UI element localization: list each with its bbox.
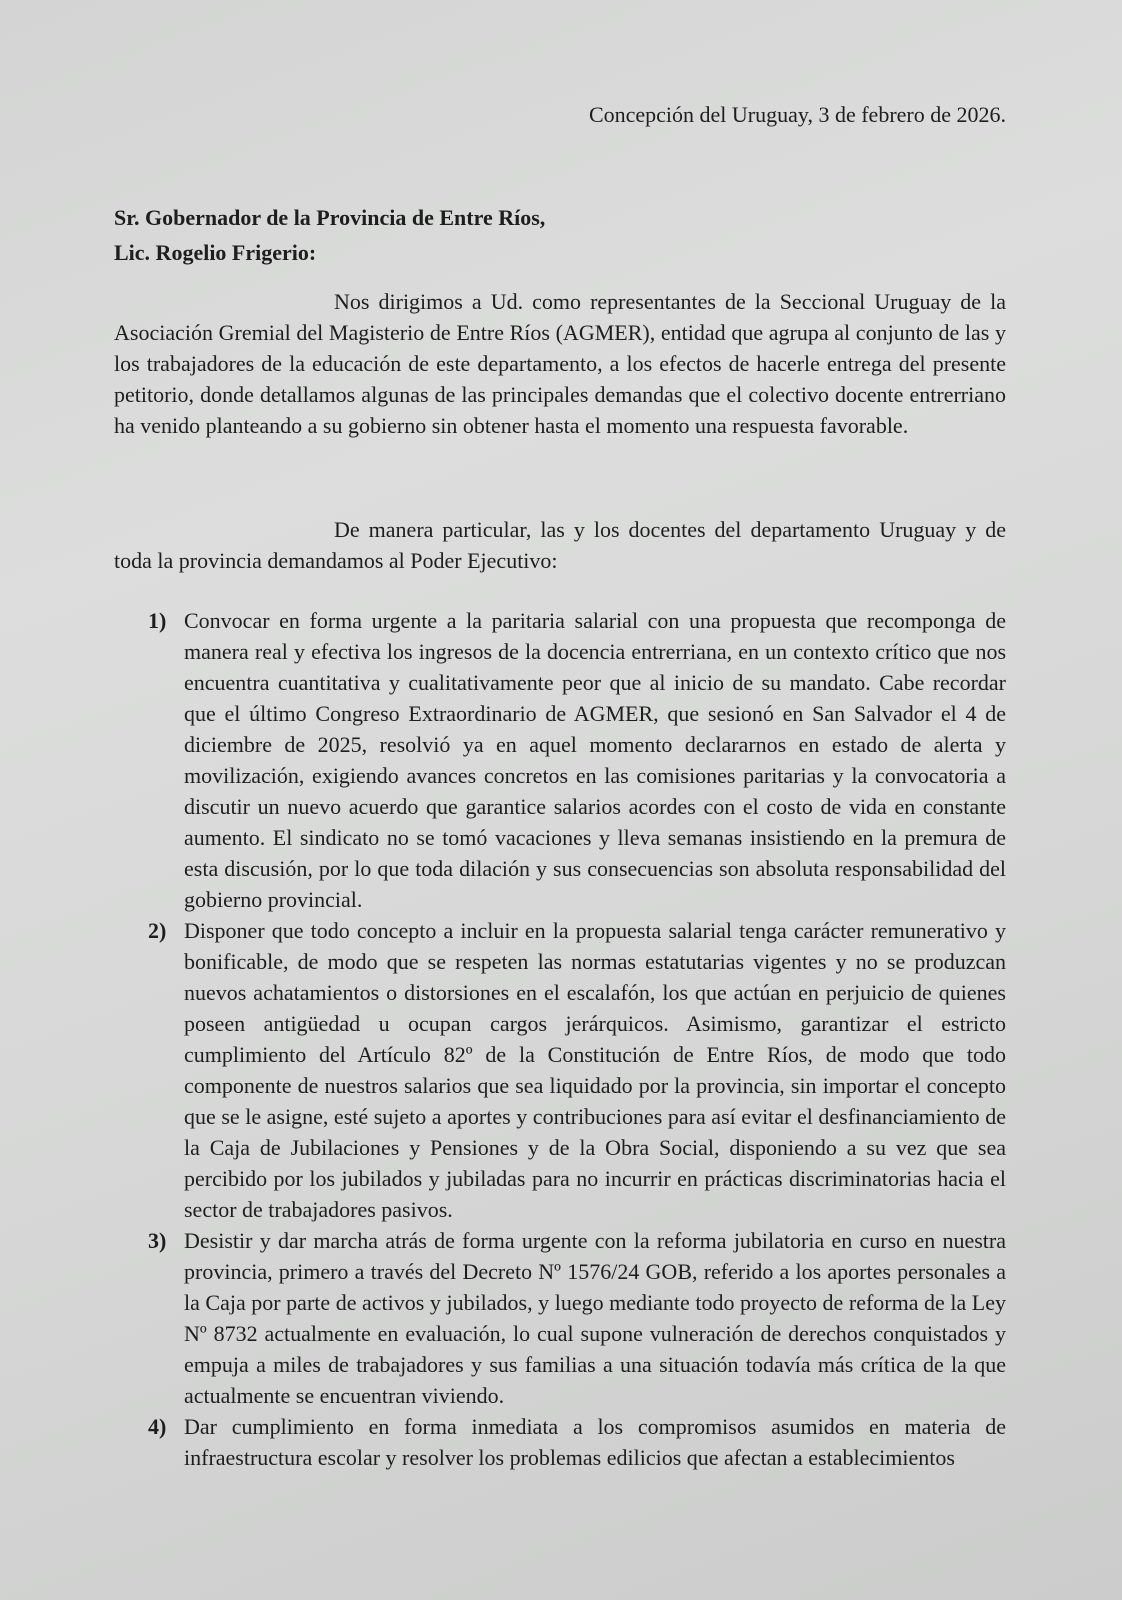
demand-number: 4) xyxy=(148,1414,167,1439)
demands-intro-paragraph: De manera particular, las y los docentes del departamento Uruguay y de toda la provincia demandamos al Poder Ejecutivo: xyxy=(114,517,1006,573)
demand-item xyxy=(148,1411,1006,1473)
demand-item xyxy=(148,915,1006,1225)
demand-text: Convocar en forma urgente a la paritaria salarial con una propuesta que recomponga de manera real y efectiva los ingresos de la docencia entrerriana, en un contexto crítico que nos encuentra cuantitativa y cualitativamente peor que al inicio de su mandato. Cabe recordar que el último Congreso Extraordinario de AGMER, que sesionó en San Salvador el 4 de diciembre de 2025, resolvió ya en aquel momento declararnos en estado de alerta y movilización, exigiendo avances concretos en las comisiones paritarias y la convocatoria a discutir un nuevo acuerdo que garantice salarios acordes con el costo de vida en constante aumento. El sindicato no se tomó vacaciones y lleva semanas insistiendo en la premura de esta discusión, por lo que toda dilación y sus consecuencias son absoluta responsabilidad del gobierno provincial. xyxy=(184,608,1006,912)
intro-paragraph: Nos dirigimos a Ud. como representantes de la Seccional Uruguay de la Asociación Gremial del Magisterio de Entre Ríos (AGMER), entidad que agrupa al conjunto de las y los trabajadores de la educación de este departamento, a los efectos de hacerle entrega del presente petitorio, donde detallamos algunas de las principales demandas que el colectivo docente entrerriano ha venido planteando a su gobierno sin obtener hasta el momento una respuesta favorable. xyxy=(114,289,1006,438)
recipient-name: Lic. Rogelio Frigerio: xyxy=(114,240,317,265)
demand-number: 3) xyxy=(148,1228,167,1253)
date-line: Concepción del Uruguay, 3 de febrero de 2026. xyxy=(588,102,1006,127)
recipient-block xyxy=(114,200,545,270)
recipient-title: Sr. Gobernador de la Provincia de Entre Ríos, xyxy=(114,205,546,230)
demands-list xyxy=(148,605,1006,1473)
demand-item xyxy=(148,1225,1006,1411)
demand-item xyxy=(148,605,1006,915)
demand-number: 1) xyxy=(148,608,167,633)
demand-text: Desistir y dar marcha atrás de forma urgente con la reforma jubilatoria en curso en nuestra provincia, primero a través del Decreto Nº 1576/24 GOB, referido a los aportes personales a la Caja por parte de activos y jubilados, y luego mediante todo proyecto de reforma de la Ley Nº 8732 actualmente en evaluación, lo cual supone vulneración de derechos conquistados y empuja a miles de trabajadores y sus familias a una situación todavía más crítica de la que actualmente se encuentran viviendo. xyxy=(184,1228,1006,1408)
demand-text: Disponer que todo concepto a incluir en la propuesta salarial tenga carácter remunerativo y bonificable, de modo que se respeten las normas estatutarias vigentes y no se produzcan nuevos achatamientos o distorsiones en el escalafón, los que actúan en perjuicio de quienes poseen antigüedad u ocupan cargos jerárquicos. Asimismo, garantizar el estricto cumplimiento del Artículo 82º de la Constitución de Entre Ríos, de modo que todo componente de nuestros salarios que sea liquidado por la provincia, sin importar el concepto que se le asigne, esté sujeto a aportes y contribuciones para así evitar el desfinanciamiento de la Caja de Jubilaciones y Pensiones y de la Obra Social, disponiendo a su vez que sea percibido por los jubilados y jubiladas para no incurrir en prácticas discriminatorias hacia el sector de trabajadores pasivos. xyxy=(184,918,1006,1222)
demand-text: Dar cumplimiento en forma inmediata a los compromisos asumidos en materia de infraestructura escolar y resolver los problemas edilicios que afectan a establecimientos xyxy=(184,1414,1006,1470)
demand-number: 2) xyxy=(148,918,167,943)
